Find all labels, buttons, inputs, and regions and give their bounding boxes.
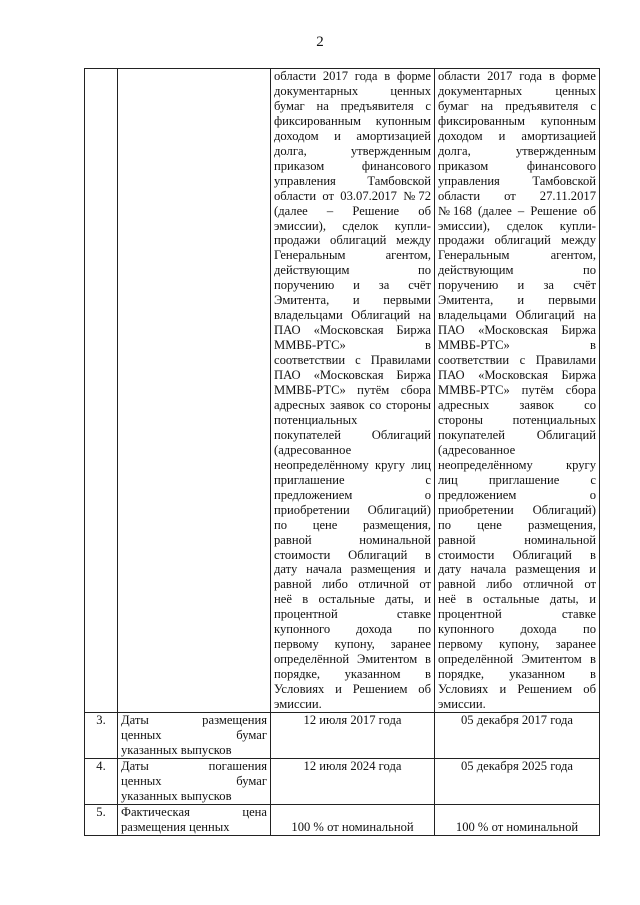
table-row-continuation xyxy=(85,69,600,713)
text-line: порядке, указанном в xyxy=(438,667,596,682)
text-line: Генеральным агентом, xyxy=(438,248,596,263)
text-line: потенциальных xyxy=(274,412,358,427)
text-line: равной номинальной xyxy=(438,532,596,547)
text-line: управления Тамбовской xyxy=(438,173,596,188)
text-line: ценных бумаг xyxy=(121,773,267,788)
text-line: стороны потенциальных xyxy=(438,412,596,427)
text-line: владельцами Облигаций на xyxy=(274,308,431,323)
text-line: приказом финансового xyxy=(274,158,431,173)
text-line: фиксированным купонным xyxy=(438,113,596,128)
text-line: области от 03.07.2017 №72 xyxy=(274,188,431,203)
text-line: адресных заявок со стороны xyxy=(274,397,431,412)
text-line: процентной ставке xyxy=(438,607,596,622)
text-line: Фактическая цена xyxy=(121,804,267,819)
cell-num-empty xyxy=(85,69,118,713)
issue-1-value: 100 % от номинальной xyxy=(271,804,435,835)
text-line: документарных ценных xyxy=(274,83,431,98)
text-line: долга, утвержденным xyxy=(438,143,596,158)
text-line: адресных заявок со xyxy=(438,397,596,412)
text-line: купонного дохода по xyxy=(438,622,596,637)
text-line: соответствии с Правилами xyxy=(274,353,431,368)
text-line: (адресованное xyxy=(274,442,352,457)
issue-2-value: 05 декабря 2025 года xyxy=(435,758,600,804)
text-line: приглашение с xyxy=(274,472,431,487)
table-row-maturity-dates xyxy=(85,758,600,804)
text-line: ПАО «Московская Биржа xyxy=(274,368,431,383)
text-line: неё в остальные даты, и xyxy=(274,592,431,607)
issue-2-value: 05 декабря 2017 года xyxy=(435,712,600,758)
text-line: определённой Эмитентом в xyxy=(274,652,431,667)
table-row-placement-dates xyxy=(85,712,600,758)
text-line: дату начала размещения и xyxy=(438,562,596,577)
text-line: приобретении Облигаций) xyxy=(438,502,596,517)
text-line: стоимости Облигаций в xyxy=(274,547,431,562)
text-line: действующим по xyxy=(438,263,596,278)
text-line: по цене размещения, xyxy=(274,517,431,532)
text-line: Условиях и Решением об xyxy=(438,682,596,697)
text-line: эмиссии), сделок купли- xyxy=(274,218,431,233)
text-line: предложением о xyxy=(438,487,596,502)
text-line: ценных бумаг xyxy=(121,727,267,742)
row-number: 4. xyxy=(85,758,118,804)
text-line: купонного дохода по xyxy=(274,622,431,637)
text-line: Даты погашения xyxy=(121,758,267,773)
issues-table xyxy=(84,68,600,836)
text-line: первому купону, заранее xyxy=(274,637,431,652)
text-line: поручению и за счёт xyxy=(438,278,596,293)
cell-issue-1-terms xyxy=(271,69,435,713)
row-label xyxy=(118,758,271,804)
text-line: равной либо отличной от xyxy=(438,577,596,592)
text-line: равной номинальной xyxy=(274,532,431,547)
text-line: бумаг на предъявителя с xyxy=(274,98,431,113)
text-line: процентной ставке xyxy=(274,607,431,622)
text-line: документарных ценных xyxy=(438,83,596,98)
text-line: владельцами Облигаций на xyxy=(438,308,596,323)
text-line: покупателей Облигаций xyxy=(274,427,431,442)
row-label xyxy=(118,804,271,835)
row-label xyxy=(118,712,271,758)
text-line: продажи облигаций между xyxy=(438,233,596,248)
cell-label-empty xyxy=(118,69,271,713)
text-line: приобретении Облигаций) xyxy=(274,502,431,517)
text-line: дату начала размещения и xyxy=(274,562,431,577)
text-line: указанных выпусков xyxy=(121,742,232,757)
text-line: равной либо отличной от xyxy=(274,577,431,592)
issue-1-value: 12 июля 2017 года xyxy=(271,712,435,758)
cell-issue-2-terms xyxy=(435,69,600,713)
text-line: продажи облигаций между xyxy=(274,233,431,248)
text-line: ММВБ-РТС» в xyxy=(438,338,596,353)
text-line: ПАО «Московская Биржа xyxy=(438,368,596,383)
issue-1-value: 12 июля 2024 года xyxy=(271,758,435,804)
text-line: приказом финансового xyxy=(438,158,596,173)
text-line: соответствии с Правилами xyxy=(438,353,596,368)
text-line: Эмитента, и первыми xyxy=(438,293,596,308)
text-line: управления Тамбовской xyxy=(274,173,431,188)
text-line: стоимости Облигаций в xyxy=(438,547,596,562)
text-line: неопределённому кругу лиц xyxy=(274,457,431,472)
text-line: ПАО «Московская Биржа xyxy=(274,323,431,338)
text-line: Генеральным агентом, xyxy=(274,248,431,263)
page-number: 2 xyxy=(316,34,324,50)
issue-2-value: 100 % от номинальной xyxy=(435,804,600,835)
text-line: Даты размещения xyxy=(121,712,267,727)
text-line: указанных выпусков xyxy=(121,788,232,803)
text-line: неопределённому кругу xyxy=(438,457,596,472)
text-line: доходом и амортизацией xyxy=(438,128,596,143)
text-line: неё в остальные даты, и xyxy=(438,592,596,607)
text-line: ММВБ-РТС» путём сбора xyxy=(274,383,431,398)
text-line: области 2017 года в форме xyxy=(274,69,431,83)
text-line: Условиях и Решением об xyxy=(274,682,431,697)
text-line: ПАО «Московская Биржа xyxy=(438,323,596,338)
text-line: области от 27.11.2017 xyxy=(438,188,596,203)
text-line: поручению и за счёт xyxy=(274,278,431,293)
text-line: порядке, указанном в xyxy=(274,667,431,682)
text-line: покупателей Облигаций xyxy=(438,427,596,442)
text-line: Эмитента, и первыми xyxy=(274,293,431,308)
table-row-actual-price xyxy=(85,804,600,835)
text-line: бумаг на предъявителя с xyxy=(438,98,596,113)
text-line: эмиссии), сделок купли- xyxy=(438,218,596,233)
text-line: эмиссии. xyxy=(438,697,486,712)
text-line: действующим по xyxy=(274,263,431,278)
text-line: эмиссии. xyxy=(274,697,322,712)
text-line: лиц приглашение с xyxy=(438,472,596,487)
text-line: №168 (далее – Решение об xyxy=(438,203,596,218)
text-line: фиксированным купонным xyxy=(274,113,431,128)
text-line: (адресованное xyxy=(438,442,516,457)
text-line: размещения ценных xyxy=(121,819,230,834)
text-line: по цене размещения, xyxy=(438,517,596,532)
text-line: долга, утвержденным xyxy=(274,143,431,158)
text-line: области 2017 года в форме xyxy=(438,69,596,83)
row-number: 5. xyxy=(85,804,118,835)
text-line: ММВБ-РТС» путём сбора xyxy=(438,383,596,398)
text-line: первому купону, заранее xyxy=(438,637,596,652)
text-line: ММВБ-РТС» в xyxy=(274,338,431,353)
text-line: доходом и амортизацией xyxy=(274,128,431,143)
text-line: предложением о xyxy=(274,487,431,502)
row-number: 3. xyxy=(85,712,118,758)
text-line: определённой Эмитентом в xyxy=(438,652,596,667)
text-line: (далее – Решение об xyxy=(274,203,431,218)
